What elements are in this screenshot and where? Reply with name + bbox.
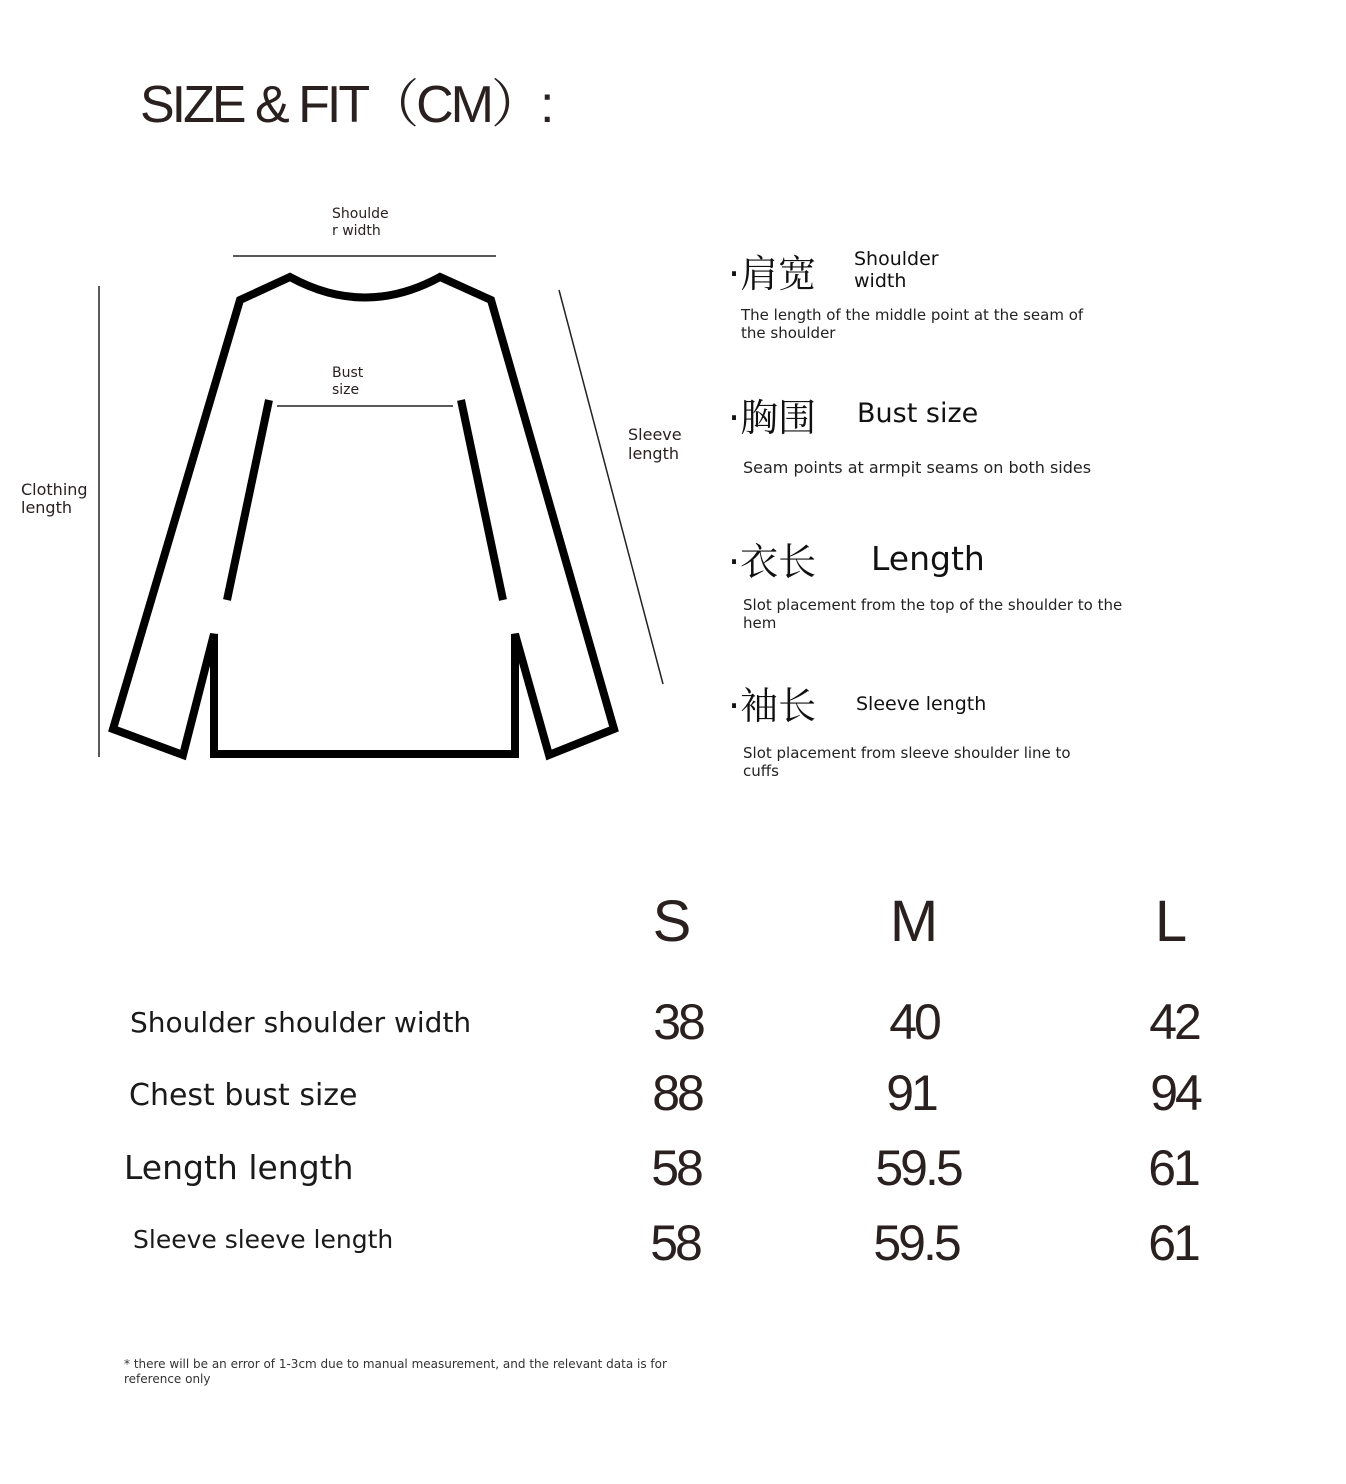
legend-sleeve-desc: Slot placement from sleeve shoulder line to cuffs	[743, 744, 1071, 780]
cell-length-m: 59.5	[875, 1140, 961, 1196]
row-label-chest: Chest bust size	[129, 1078, 358, 1113]
legend-shoulder-en: Shoulder width	[854, 248, 939, 292]
row-label-sleeve: Sleeve sleeve length	[133, 1225, 394, 1254]
cell-chest-m: 91	[886, 1065, 936, 1121]
right-sleeve-seam	[461, 400, 503, 600]
legend-length-en: Length	[871, 539, 985, 578]
size-header-l: L	[1154, 889, 1188, 954]
legend-sleeve-en: Sleeve length	[856, 693, 987, 715]
garment-diagram	[0, 0, 700, 800]
sweater-outline	[113, 277, 614, 755]
legend-shoulder-desc: The length of the middle point at the seam of the shoulder	[741, 306, 1084, 342]
row-label-shoulder: Shoulder shoulder width	[130, 1006, 472, 1039]
legend-length-desc: Slot placement from the top of the shoulder to the hem	[743, 596, 1123, 632]
left-sleeve-seam	[227, 400, 269, 600]
sleeve-measure-line	[559, 290, 663, 684]
cell-length-l: 61	[1148, 1140, 1198, 1196]
size-header-s: S	[652, 889, 692, 954]
legend-bust-cn: ·胸围	[728, 396, 817, 440]
cell-shoulder-s: 38	[653, 994, 703, 1050]
cell-shoulder-l: 42	[1149, 994, 1199, 1050]
cell-sleeve-l: 61	[1148, 1215, 1198, 1271]
bust-size-label: Bust size	[332, 365, 364, 398]
shoulder-width-label: Shoulde r width	[332, 206, 389, 239]
cell-shoulder-m: 40	[889, 994, 939, 1050]
cell-sleeve-m: 59.5	[873, 1215, 959, 1271]
cell-chest-s: 88	[652, 1065, 702, 1121]
size-header-m: M	[889, 889, 939, 954]
clothing-length-label: Clothing length	[21, 480, 88, 517]
legend-length-cn: ·衣长	[728, 540, 817, 584]
sleeve-length-label: Sleeve length	[628, 425, 682, 463]
legend-bust-desc: Seam points at armpit seams on both sides	[743, 458, 1092, 477]
legend-sleeve-cn: ·袖长	[728, 684, 817, 728]
cell-length-s: 58	[651, 1140, 701, 1196]
measurement-note: * there will be an error of 1-3cm due to manual measurement, and the relevant data is for reference only	[124, 1357, 667, 1386]
cell-chest-l: 94	[1150, 1065, 1200, 1121]
cell-sleeve-s: 58	[650, 1215, 700, 1271]
legend-shoulder-cn: ·肩宽	[728, 252, 817, 296]
page-title: SIZE & FIT（CM）:	[140, 76, 552, 134]
legend-bust-en: Bust size	[857, 398, 979, 429]
row-label-length: Length length	[124, 1148, 354, 1187]
